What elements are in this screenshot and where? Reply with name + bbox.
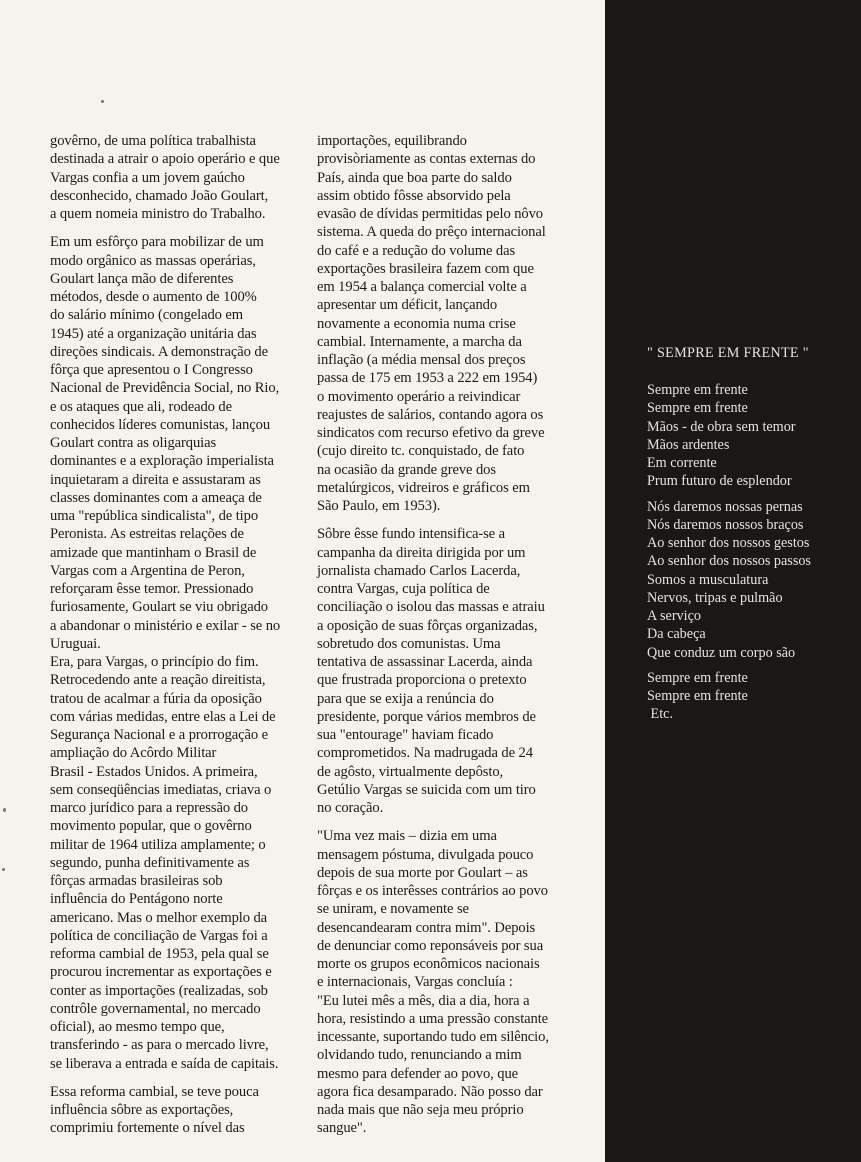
text-line: reforçaram êsse temor. Pressionado <box>50 581 254 597</box>
text-line: evasão de dívidas permitidas pelo nôvo <box>317 206 543 222</box>
text-line: olvidando tudo, renunciando a mim <box>317 1047 522 1064</box>
poem-line: Sempre em frente <box>647 382 748 399</box>
text-line: segundo, punha definitivamente as <box>50 854 250 871</box>
text-line: Sôbre êsse fundo intensifica-se a <box>317 526 505 543</box>
text-line: o movimento operário a reivindicar <box>317 388 521 405</box>
text-line: (cujo direito tc. conquistado, de fato <box>317 443 525 460</box>
text-line: Em um esfôrço para mobilizar de um <box>50 234 264 251</box>
text-line: Goulart lança mão de diferentes <box>50 270 234 287</box>
text-line: desconhecido, chamado João Goulart, <box>50 187 269 204</box>
text-line: nada mais que não seja meu próprio <box>317 1102 524 1118</box>
text-line: Getúlio Vargas se suicida com um tiro <box>317 781 536 798</box>
poem-line: Da cabeça <box>647 626 706 643</box>
text-line: política de conciliação de Vargas foi a <box>50 927 268 944</box>
poem-line: Nervos, tripas e pulmão <box>647 589 783 606</box>
text-line: dominantes e a exploração imperialista <box>50 453 274 470</box>
text-line: de denunciar como reponsáveis por sua <box>317 937 544 954</box>
text-line: "Eu lutei mês a mês, dia a dia, hora a <box>317 992 530 1009</box>
poem-stanza <box>647 381 847 491</box>
text-line: a oposição de suas fôrças organizadas, <box>317 617 538 634</box>
poem-stanza <box>647 498 847 662</box>
text-line: reajustes de salários, contando agora os <box>317 406 544 423</box>
text-line: Vargas com a Argentina de Peron, <box>50 562 245 579</box>
poem-block <box>647 344 847 731</box>
text-line: se liberava a entrada e saída de capitais. <box>50 1055 279 1072</box>
text-line: reforma cambial de 1953, pela qual se <box>50 946 269 962</box>
poem-line: Sempre em frente <box>647 669 748 686</box>
text-line: Peronista. As estreitas relações de <box>50 526 244 543</box>
text-line: Uruguai. <box>50 635 101 652</box>
poem-stanzas <box>647 381 847 724</box>
text-line: conter as importações (realizadas, sob <box>50 982 268 999</box>
text-line: Segurança Nacional e a prorrogação e <box>50 727 269 743</box>
text-line: novamente a economia numa crise <box>317 315 516 332</box>
text-line: sua "entourage" haviam ficado <box>317 727 494 743</box>
text-line: Essa reforma cambial, se teve pouca <box>50 1083 259 1100</box>
print-speck <box>101 100 104 103</box>
text-line: na ocasião da grande greve dos <box>317 461 496 478</box>
right-column-paragraph <box>317 132 565 515</box>
text-line: tentativa de assassinar Lacerda, ainda <box>317 654 533 670</box>
poem-line: Etc. <box>647 706 673 723</box>
text-line: que frustrada proporciona o pretexto <box>317 672 527 689</box>
text-line: conhecidos líderes comunistas, lançou <box>50 416 271 433</box>
text-line: apresentar um déficit, lançando <box>317 297 498 314</box>
text-line: oficial), ao mesmo tempo que, <box>50 1019 225 1035</box>
text-line: Nacional de Previdência Social, no Rio, <box>50 380 280 397</box>
poem-line: Em corrente <box>647 455 717 472</box>
left-column-paragraph <box>50 233 298 1073</box>
text-line: inquietaram a direita e assustaram as <box>50 471 261 488</box>
text-line: do café e a redução do volume das <box>317 242 516 259</box>
text-line: direções sindicais. A demonstração de <box>50 343 268 360</box>
text-line: inflação (a média mensal dos preços <box>317 352 526 368</box>
text-line: incessante, suportando tudo em silêncio, <box>317 1029 549 1045</box>
right-column-paragraph <box>317 525 565 817</box>
poem-line: Mãos - de obra sem temor <box>647 418 796 435</box>
text-line: 1945) até a organização unitária das <box>50 325 257 342</box>
left-column-paragraph <box>50 1083 298 1138</box>
text-line: de agôsto, virtualmente depôsto, <box>317 763 504 780</box>
text-line: assim obtido fôsse absorvido pela <box>317 187 511 204</box>
text-line: no coração. <box>317 800 384 816</box>
text-line: fôrça que apresentou o I Congresso <box>50 362 253 378</box>
text-line: americano. Mas o melhor exemplo da <box>50 909 268 926</box>
text-line: a quem nomeia ministro do Trabalho. <box>50 206 266 222</box>
text-line: comprimiu fortemente o nível das <box>50 1120 245 1137</box>
text-line: militar de 1964 utiliza amplamente; o <box>50 836 266 853</box>
text-line: amizade que mantinham o Brasil de <box>50 544 257 561</box>
poem-line: Ao senhor dos nossos passos <box>647 553 811 570</box>
text-line: Era, para Vargas, o princípio do fim. <box>50 654 259 670</box>
text-line: do salário mínimo (congelado em <box>50 307 244 324</box>
text-line: para que se exija a renúncia do <box>317 690 494 707</box>
print-speck <box>2 868 5 871</box>
text-line: mesmo para defender ao povo, que <box>317 1065 519 1082</box>
text-line: em 1954 a balança comercial volte a <box>317 279 527 295</box>
text-line: transferindo - as para o mercado livre, <box>50 1037 269 1054</box>
text-line: influência do Pentágono norte <box>50 891 223 908</box>
text-line: presidente, porque vários membros de <box>317 708 536 725</box>
poem-line: Prum futuro de esplendor <box>647 473 792 490</box>
poem-line: Sempre em frente <box>647 688 748 705</box>
text-line: Retrocedendo ante a reação direitista, <box>50 672 266 689</box>
text-line: contra Vargas, cuja política de <box>317 581 490 597</box>
text-line: agora fica desamparado. Não posso dar <box>317 1083 543 1100</box>
text-line: modo orgânico as massas operárias, <box>50 252 256 269</box>
text-line: País, ainda que boa parte do saldo <box>317 169 512 186</box>
text-line: sobretudo dos comunistas. Uma <box>317 635 501 652</box>
text-line: tratou de acalmar a fúria da oposição <box>50 690 262 707</box>
poem-line: Nós daremos nossos braços <box>647 516 804 533</box>
text-line: depois de sua morte por Goulart – as <box>317 864 528 881</box>
text-line: sindicatos com recurso efetivo da greve <box>317 425 545 441</box>
poem-line: Nós daremos nossas pernas <box>647 498 803 515</box>
text-line: cambial. Internamente, a marcha da <box>317 333 522 350</box>
poem-line: Sempre em frente <box>647 400 748 417</box>
print-speck <box>3 808 6 812</box>
right-column-paragraph <box>317 827 565 1137</box>
poem-line: Ao senhor dos nossos gestos <box>647 535 810 552</box>
text-line: a abandonar o ministério e exilar - se no <box>50 617 281 634</box>
text-line: govêrno, de uma política trabalhista <box>50 133 256 149</box>
poem-stanza <box>647 669 847 724</box>
text-line: sangue". <box>317 1120 367 1137</box>
text-line: e os ataques que ali, rodeado de <box>50 398 232 415</box>
text-line: marco jurídico para a repressão do <box>50 800 248 816</box>
text-line: hora, resistindo a uma pressão constante <box>317 1010 549 1027</box>
poem-line: Que conduz um corpo são <box>647 644 796 661</box>
text-line: passa de 175 em 1953 a 222 em 1954) <box>317 370 538 387</box>
poem-title: " SEMPRE EM FRENTE " <box>647 345 809 361</box>
text-line: campanha da direita dirigida por um <box>317 544 526 561</box>
text-line: com várias medidas, entre elas a Lei de <box>50 708 276 725</box>
text-line: e internacionais, Vargas concluía : <box>317 974 513 991</box>
text-line: influência sôbre as exportações, <box>50 1102 234 1118</box>
text-line: provisòriamente as contas externas do <box>317 151 536 168</box>
text-line: São Paulo, em 1953). <box>317 498 441 514</box>
text-line: jornalista chamado Carlos Lacerda, <box>317 562 521 579</box>
text-line: Brasil - Estados Unidos. A primeira, <box>50 763 258 780</box>
text-line: fôrças armadas brasileiras sob <box>50 873 223 889</box>
poem-line: Somos a musculatura <box>647 571 769 588</box>
left-column-paragraph <box>50 132 298 223</box>
text-line: fôrças e os interêsses contrários ao povo <box>317 883 548 899</box>
text-line: mensagem póstuma, divulgada pouco <box>317 846 534 863</box>
text-line: Vargas confia a um jovem gaúcho <box>50 169 245 186</box>
text-line: furiosamente, Goulart se viu obrigado <box>50 599 268 616</box>
text-line: se uniram, e novamente se <box>317 901 469 918</box>
text-line: ampliação do Acôrdo Militar <box>50 745 217 762</box>
text-line: classes dominantes com a ameaça de <box>50 489 262 506</box>
right-text-column <box>317 132 565 1148</box>
text-line: conciliação o isolou das massas e atraiu <box>317 599 545 616</box>
text-line: exportações brasileira fazem com que <box>317 260 534 277</box>
text-line: metalúrgicos, vidreiros e gráficos em <box>317 479 530 496</box>
text-line: contrôle governamental, no mercado <box>50 1000 261 1017</box>
text-line: morte os grupos econômicos nacionais <box>317 956 540 972</box>
text-line: sem conseqüências imediatas, criava o <box>50 781 272 798</box>
left-text-column <box>50 132 298 1148</box>
text-line: importações, equilibrando <box>317 133 467 149</box>
text-line: "Uma vez mais – dizia em uma <box>317 828 497 845</box>
text-line: sistema. A queda do prêço internacional <box>317 224 546 241</box>
text-line: procurou incrementar as exportações e <box>50 964 272 981</box>
poem-line: A serviço <box>647 608 701 625</box>
text-line: movimento popular, que o govêrno <box>50 818 252 835</box>
text-line: comprometidos. Na madrugada de 24 <box>317 745 533 762</box>
text-line: desencandearam contra mim". Depois <box>317 919 536 936</box>
text-line: métodos, desde o aumento de 100% <box>50 289 257 305</box>
text-line: Goulart contra as oligarquias <box>50 435 217 451</box>
text-line: destinada a atrair o apoio operário e que <box>50 151 280 168</box>
poem-line: Mãos ardentes <box>647 436 730 453</box>
text-line: uma "república sindicalista", de tipo <box>50 508 259 524</box>
